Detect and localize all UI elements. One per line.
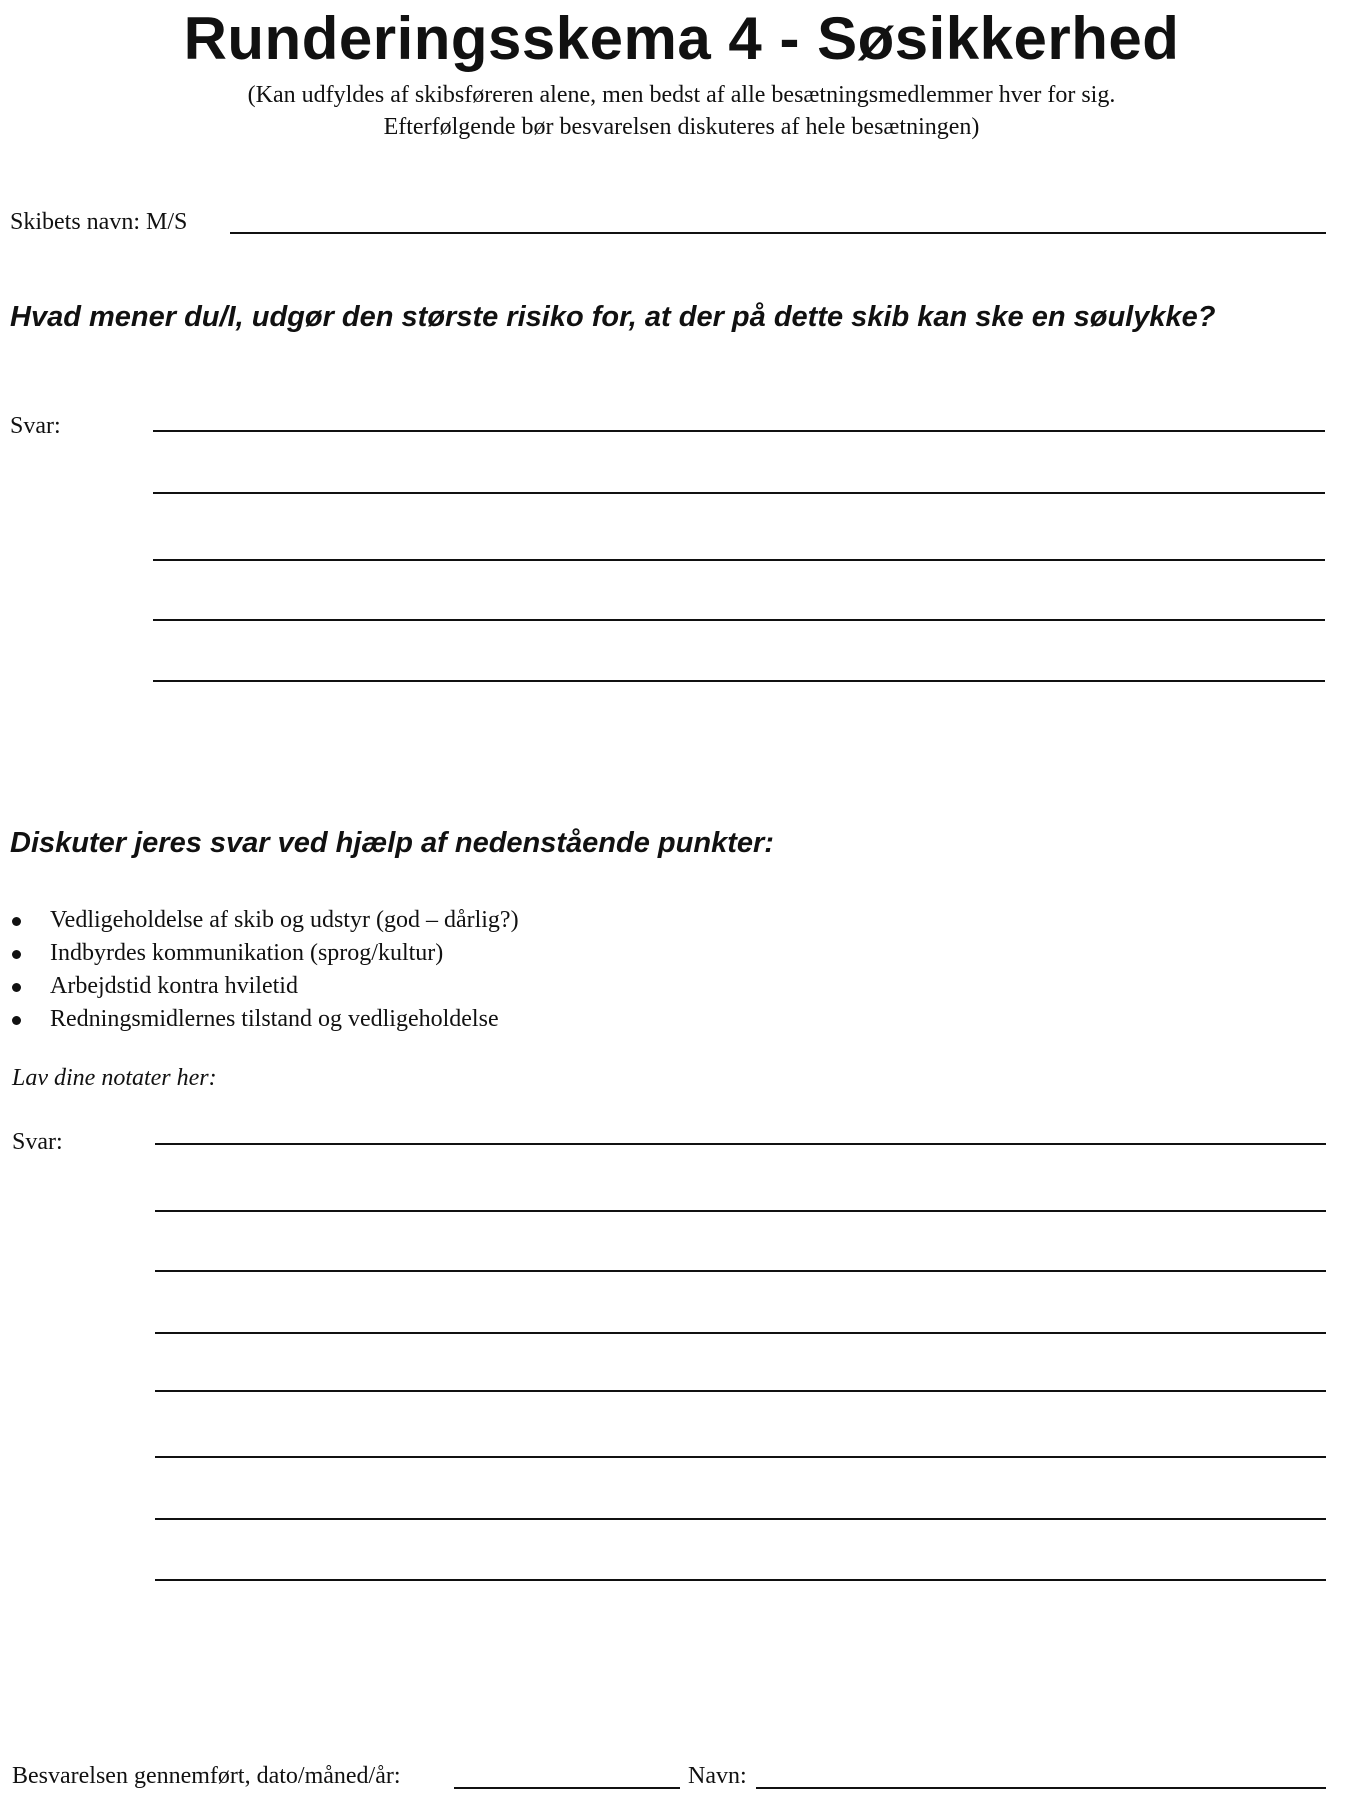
name-field[interactable] [756, 1761, 1326, 1789]
list-item [10, 970, 519, 1003]
discussion-heading: Diskuter jeres svar ved hjælp af nedenstående punkter: [10, 827, 774, 859]
answer-2-line-1[interactable] [155, 1117, 1326, 1145]
list-item [10, 904, 519, 937]
ship-name-label: Skibets navn: M/S [10, 209, 188, 235]
answer-1-line-3[interactable] [153, 533, 1325, 561]
ship-name-field[interactable] [230, 206, 1326, 234]
discussion-point-4: Redningsmidlernes tilstand og vedligeholdelse [50, 1006, 499, 1032]
question-risk: Hvad mener du/I, udgør den største risiko for, at der på dette skib kan ske en søulykke? [10, 301, 1216, 333]
list-item [10, 1003, 519, 1036]
subtitle-line-1: (Kan udfyldes af skibsføreren alene, men bedst af alle besætningsmedlemmer hver for sig. [247, 82, 1116, 108]
answer-2-line-8[interactable] [155, 1553, 1326, 1581]
answer-label-2: Svar: [12, 1129, 63, 1155]
answer-1-line-4[interactable] [153, 593, 1325, 621]
completion-date-label: Besvarelsen gennemført, dato/måned/år: [12, 1763, 401, 1789]
answer-1-line-2[interactable] [153, 466, 1325, 494]
notes-label: Lav dine notater her: [12, 1065, 217, 1091]
answer-2-line-7[interactable] [155, 1492, 1326, 1520]
subtitle-line-2: Efterfølgende bør besvarelsen diskuteres af hele besætningen) [383, 114, 980, 140]
discussion-point-2: Indbyrdes kommunikation (sprog/kultur) [50, 940, 444, 966]
list-item [10, 937, 519, 970]
page-title: Runderingsskema 4 - Søsikkerhed [183, 5, 1180, 72]
discussion-point-3: Arbejdstid kontra hviletid [50, 973, 298, 999]
bullet-icon [12, 1016, 21, 1025]
bullet-icon [12, 983, 21, 992]
answer-2-line-5[interactable] [155, 1364, 1326, 1392]
answer-2-line-6[interactable] [155, 1430, 1326, 1458]
answer-1-line-5[interactable] [153, 654, 1325, 682]
discussion-points [10, 904, 519, 1036]
completion-date-field[interactable] [454, 1761, 680, 1789]
answer-2-line-2[interactable] [155, 1184, 1326, 1212]
answer-1-line-1[interactable] [153, 404, 1325, 432]
name-label: Navn: [688, 1763, 747, 1789]
bullet-icon [12, 917, 21, 926]
answer-2-line-3[interactable] [155, 1244, 1326, 1272]
answer-2-line-4[interactable] [155, 1306, 1326, 1334]
bullet-icon [12, 950, 21, 959]
answer-label-1: Svar: [10, 413, 61, 439]
discussion-point-1: Vedligeholdelse af skib og udstyr (god – dårlig?) [50, 907, 519, 933]
